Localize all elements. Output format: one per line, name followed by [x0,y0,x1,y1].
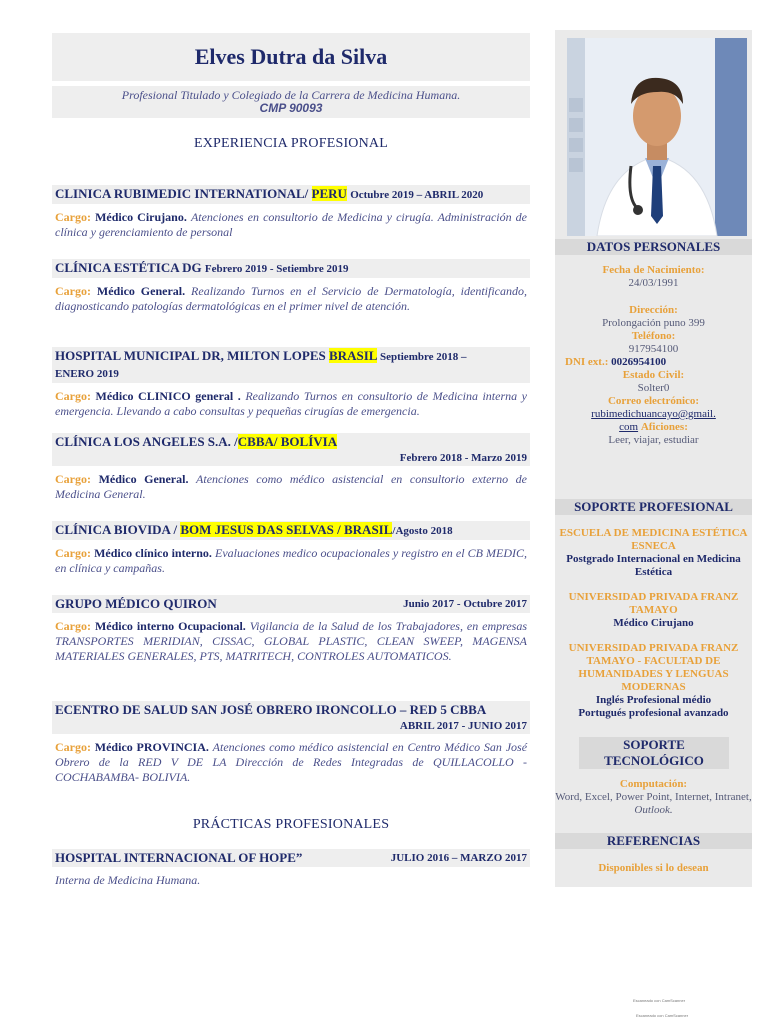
job-country: CBBA/ BOLÍVIA [237,434,338,449]
job-header [52,521,530,540]
practice-date: JULIO 2016 – MARZO 2017 [390,852,527,864]
job-desc: Realizando Turnos en consultorio de Medicina interna y emergencia. Llevando a cabo consultas y pequeñas cirugías de emergencia. [55,389,527,418]
sidebar [555,30,752,887]
professional-title: Profesional Titulado y Colegiado de la Carrera de Medicina Humana. [121,88,461,102]
job-header [52,259,530,278]
job-desc: Atenciones como médico asistencial en Centro Médico San José Obrero de la RED V DE LA Dirección de Redes Integradas de QUILLACOLLO -COCHABAMBA- BOLIVIA. [55,740,528,784]
degree-name: Postgrado Internacional en Medicina Estética [566,553,741,578]
job-entry [52,259,530,314]
job-role: Médico PROVINCIA. [94,740,209,754]
civil-label: Estado Civil: [622,369,685,381]
candidate-name: Elves Dutra da Silva [194,44,388,69]
job-date: Septiembre 2018 – [379,351,467,363]
job-employer: GRUPO MÉDICO QUIRON [55,596,217,611]
job-employer: CLÍNICA BIOVIDA / [55,522,178,537]
address-value: Prolongación puno 399 [602,317,705,329]
job-date: Febrero 2018 - Marzo 2019 [52,451,530,466]
computing-label: Computación: [619,778,688,790]
experience-section-title: EXPERIENCIA PROFESIONAL [193,136,388,151]
job-desc: Evaluaciones medico ocupacionales y registro en el CB MEDIC, en clínica y campañas. [55,546,528,575]
birth-label: Fecha de Nacimiento: [602,264,705,276]
job-role: Médico Cirujano. [95,210,187,224]
practice-header [52,849,530,867]
job-date: /Agosto 2018 [392,525,453,537]
email-label: Correo electrónico: [607,395,700,407]
job-header [52,185,530,204]
job-country: BOM JESUS DAS SELVAS / BRASIL [180,522,393,537]
job-header [52,433,530,451]
school-name: UNIVERSIDAD PRIVADA FRANZ TAMAYO - FACULTAD DE HUMANIDADES Y LENGUAS MODERNAS [568,642,739,693]
cargo-label: Cargo: [55,740,91,754]
references-title: REFERENCIAS [555,833,752,849]
subtitle-box [52,86,530,118]
job-desc: Vigilancia de la Salud de los Trabajadores, en empresas TRANSPORTES MERIDIAN, CISSAC, GLOBAL PLASTIC, CLEAN SWEEP, MAGENSA MATERIALES GENERALES, PTS, MATRITECH, CONTROLES AUTOMATICOS. [55,619,528,663]
practice-desc: Interna de Medicina Humana. [55,873,201,887]
practice-employer: HOSPITAL INTERNACIONAL OF HOPE” [55,850,303,865]
job-employer: CLÍNICA LOS ANGELES S.A. / [55,434,238,449]
job-role: Médico General. [98,472,189,486]
job-desc: Realizando Turnos en el Servicio de Dermatología, identificando, diagnosticando patologías dermatológicas en el primer nivel de atención. [55,284,527,313]
dni-value: 0026954100 [611,356,667,368]
job-role: Médico interno Ocupacional. [94,619,246,633]
tech-block [555,778,752,817]
job-role: Médico General. [96,284,186,298]
cargo-label: Cargo: [55,472,91,486]
job-description [52,284,530,314]
computing-apps: Word, Excel, Power Point, Internet, Intranet, [555,791,752,803]
scanner-watermark: Escaneado con CamScanner [636,1013,689,1018]
cargo-label: Cargo: [55,210,91,224]
address-label: Dirección: [629,304,678,316]
profile-photo [567,38,747,236]
computing-value [555,791,752,817]
job-entry [52,701,530,785]
phone-value: 917954100 [628,343,679,355]
job-entry [52,595,530,664]
cmp-number: CMP 90093 [259,101,323,115]
job-date: Junio 2017 - Octubre 2017 [403,598,527,610]
degree-name-2: Portugués profesional avanzado [578,707,729,719]
hobbies-value: Leer, viajar, estudiar [608,434,699,446]
professional-support-title: SOPORTE PROFESIONAL [555,499,752,515]
job-employer: ECENTRO DE SALUD SAN JOSÉ OBRERO IRONCOLLO – RED 5 CBBA [55,702,487,717]
school-name: UNIVERSIDAD PRIVADA FRANZ TAMAYO [568,591,739,616]
job-employer: CLINICA RUBIMEDIC INTERNATIONAL/ [55,186,309,201]
references-block [555,862,752,875]
job-role: Médico CLINICO general . [95,389,241,403]
job-description [52,546,530,576]
job-description [52,389,530,419]
main-column [52,33,530,887]
job-country: BRASIL [329,348,377,363]
job-description [52,740,530,785]
job-header [52,347,530,383]
practices-section-title: PRÁCTICAS PROFESIONALES [192,817,390,832]
cargo-label: Cargo: [55,389,91,403]
job-description [52,619,530,664]
job-date: ABRIL 2017 - JUNIO 2017 [52,719,530,734]
email-link-cont[interactable]: com [619,421,639,433]
job-desc: Atenciones como médico asistencial en consultorio externo de Medicina General. [55,472,528,501]
computing-outlook: Outlook. [634,804,673,816]
job-country: PERU [311,186,347,201]
job-header [52,701,530,719]
job-entry [52,185,530,240]
references-value: Disponibles si lo desean [598,862,709,874]
cargo-label: Cargo: [55,284,91,298]
education-block [555,527,752,720]
phone-label: Teléfono: [631,330,676,342]
job-role: Médico clínico interno. [94,546,212,560]
email-link[interactable]: rubimedichuancayo@gmail. [591,408,716,420]
job-entry [52,433,530,502]
job-date: Octubre 2019 – ABRIL 2020 [350,189,484,201]
job-desc: Atenciones en consultorio de Medicina y cirugía. Administración de clínica y gerenciamiento de personal [55,210,528,239]
practice-description [52,873,530,888]
hobbies-label: Aficiones: [640,421,688,433]
cargo-label: Cargo: [55,619,91,633]
job-description [52,210,530,240]
job-employer: HOSPITAL MUNICIPAL DR, MILTON LOPES [55,348,326,363]
job-date-cont: ENERO 2019 [55,368,119,380]
job-header [52,595,530,613]
personal-data-block [555,264,752,447]
job-description [52,472,530,502]
birth-value: 24/03/1991 [628,277,679,289]
personal-data-title: DATOS PERSONALES [555,239,752,255]
scanner-watermark: Escaneado con CamScanner [633,998,686,1003]
practice-entry [52,849,530,888]
civil-value: Solter0 [637,382,670,394]
degree-name: Inglés Profesional médio [595,694,712,706]
job-employer: CLÍNICA ESTÉTICA DG [55,260,202,275]
name-header [52,33,530,81]
job-date: Febrero 2019 - Setiembre 2019 [204,263,349,275]
job-entry [52,521,530,576]
job-entry [52,347,530,419]
dni-label: DNI ext.: [565,356,609,368]
cargo-label: Cargo: [55,546,91,560]
tech-support-title: SOPORTE TECNOLÓGICO [579,737,729,769]
school-name: ESCUELA DE MEDICINA ESTÉTICA ESNECA [559,527,748,552]
degree-name: Médico Cirujano [613,617,694,629]
